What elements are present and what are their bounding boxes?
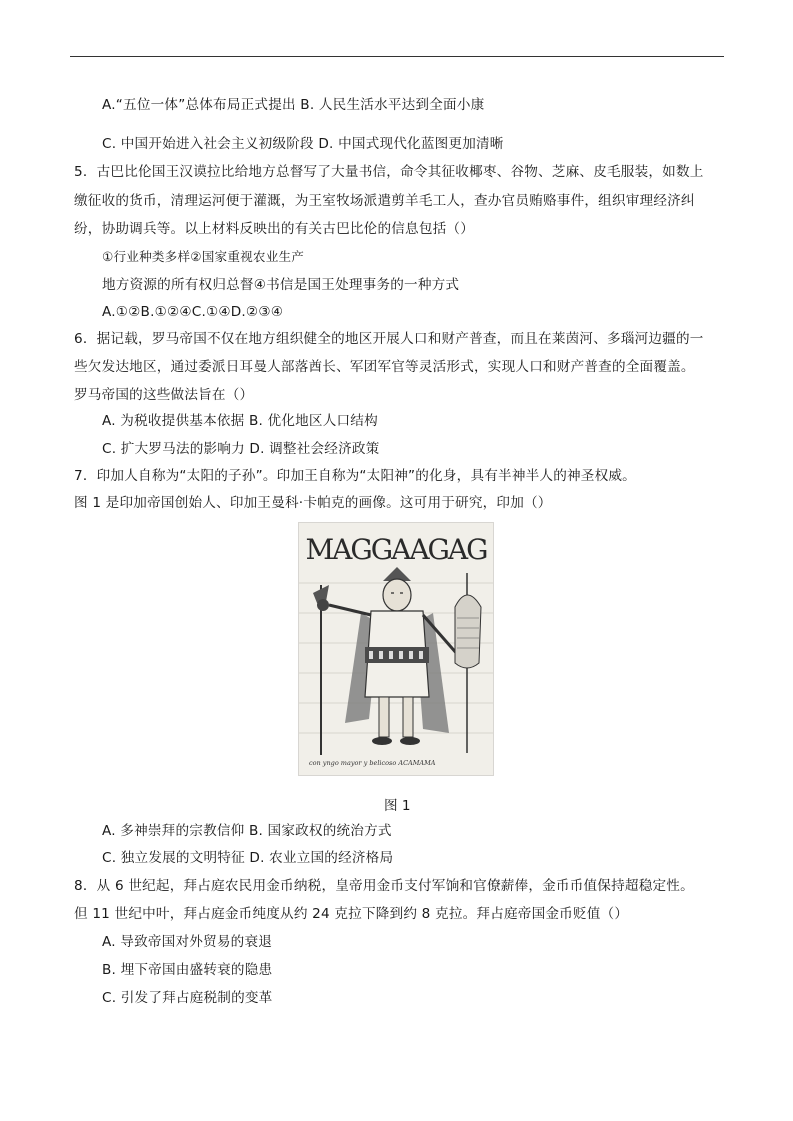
manco-capac-portrait: [298, 522, 494, 776]
text-line: A. 为税收提供基本依据 B. 优化地区人口结构: [102, 413, 378, 429]
text-line: 5．古巴比伦国王汉谟拉比给地方总督写了大量书信，命令其征收椰枣、谷物、芝麻、皮毛服装，如数上: [74, 164, 704, 180]
text-line: A.“五位一体”总体布局正式提出 B. 人民生活水平达到全面小康: [102, 97, 485, 113]
figure-caption: 图 1: [384, 798, 411, 814]
text-line: C. 中国开始进入社会主义初级阶段 D. 中国式现代化蓝图更加清晰: [102, 136, 504, 152]
text-line: 但 11 世纪中叶，拜占庭金币纯度从约 24 克拉下降到约 8 克拉。拜占庭帝国金币贬值（）: [74, 906, 629, 922]
text-line: 6．据记载，罗马帝国不仅在地方组织健全的地区开展人口和财产普查，而且在莱茵河、多瑙河边疆的一: [74, 331, 704, 347]
text-line: C. 引发了拜占庭税制的变革: [102, 990, 273, 1006]
text-line: C. 扩大罗马法的影响力 D. 调整社会经济政策: [102, 441, 380, 457]
text-line: 罗马帝国的这些做法旨在（）: [74, 387, 254, 403]
text-line: A. 多神崇拜的宗教信仰 B. 国家政权的统治方式: [102, 823, 392, 839]
text-line: 8．从 6 世纪起，拜占庭农民用金币纳税，皇帝用金币支付军饷和官僚薪俸，金币币值保持超稳定性。: [74, 878, 694, 894]
text-line: 地方资源的所有权归总督④书信是国王处理事务的一种方式: [102, 277, 460, 293]
text-line: A. 导致帝国对外贸易的衰退: [102, 934, 273, 950]
text-line: A.①②B.①②④C.①④D.②③④: [102, 304, 284, 320]
text-line: 些欠发达地区，通过委派日耳曼人部落酋长、军团军官等灵活形式，实现人口和财产普查的全面覆盖。: [74, 359, 695, 375]
text-line: ①行业种类多样②国家重视农业生产: [102, 249, 305, 264]
header-rule: [70, 56, 724, 57]
text-line: 7．印加人自称为“太阳的子孙”。印加王自称为“太阳神”的化身，具有半神半人的神圣权威。: [74, 468, 636, 484]
text-line: 图 1 是印加帝国创始人、印加王曼科·卡帕克的画像。这可用于研究，印加（）: [74, 495, 552, 511]
portrait-drawing: [299, 523, 493, 775]
text-line: B. 埋下帝国由盛转衰的隐患: [102, 962, 273, 978]
text-line: 纷，协助调兵等。以上材料反映出的有关古巴比伦的信息包括（）: [74, 221, 475, 237]
text-line: C. 独立发展的文明特征 D. 农业立国的经济格局: [102, 850, 394, 866]
portrait-banner: MAGGAAGAG: [305, 533, 487, 566]
text-line: 缴征收的货币，清理运河便于灌溉，为王室牧场派遣剪羊毛工人，查办官员贿赂事件，组织审理经济纠: [74, 193, 695, 209]
portrait-handwriting: con yngo mayor y belicoso ACAMAMA: [309, 759, 436, 767]
